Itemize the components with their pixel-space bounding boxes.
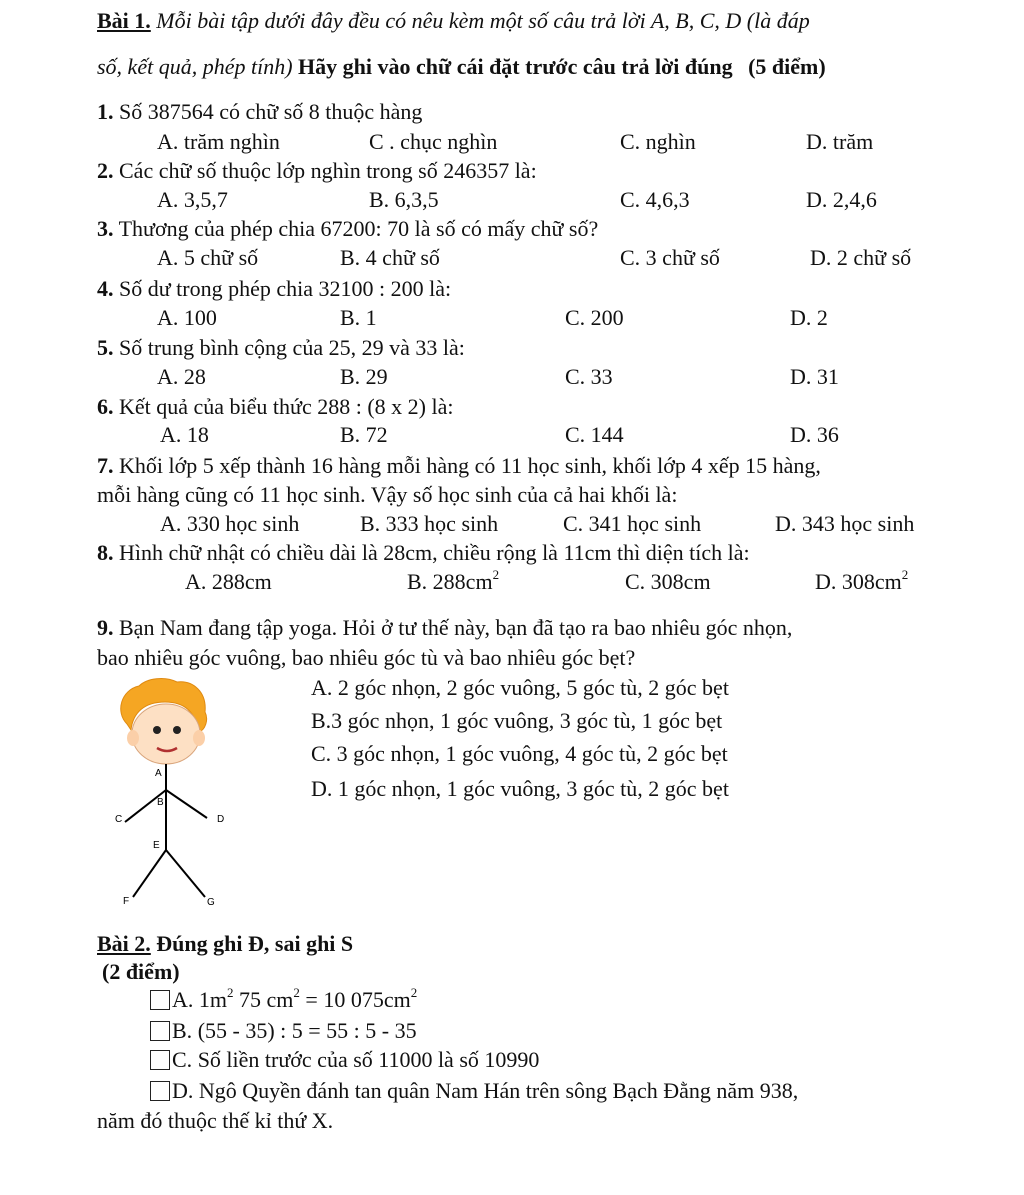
q3-option-a[interactable]: A. 5 chữ số — [157, 245, 259, 270]
q1-option-b[interactable]: C . chục nghìn — [369, 129, 498, 154]
question-number: 3. — [97, 216, 114, 241]
q1-option-c[interactable]: C. nghìn — [620, 129, 696, 154]
part2-heading: Bài 2. — [97, 931, 151, 956]
part2-points: (2 điểm) — [102, 959, 180, 984]
checkbox-a[interactable] — [150, 990, 170, 1010]
question-1 — [97, 99, 422, 125]
question-text: Kết quả của biểu thức 288 : (8 x 2) là: — [119, 394, 454, 419]
q3-option-b[interactable]: B. 4 chữ số — [340, 245, 440, 270]
label-a: A — [155, 768, 162, 779]
q7-option-c[interactable]: C. 341 học sinh — [563, 511, 702, 536]
question-number: 2. — [97, 158, 114, 183]
part2-item-d: D. Ngô Quyền đánh tan quân Nam Hán trên sông Bạch Đằng năm 938, — [172, 1078, 799, 1103]
q2-option-a[interactable]: A. 3,5,7 — [157, 187, 228, 212]
q7-option-b[interactable]: B. 333 học sinh — [360, 511, 499, 536]
q5-option-d[interactable]: D. 31 — [790, 364, 839, 389]
q4-option-b[interactable]: B. 1 — [340, 305, 377, 330]
part2-item-b: B. (55 - 35) : 5 = 55 : 5 - 35 — [172, 1018, 417, 1043]
question-number: 7. — [97, 453, 114, 478]
q3-option-c[interactable]: C. 3 chữ số — [620, 245, 720, 270]
q1-option-d[interactable]: D. trăm — [806, 129, 874, 154]
q1-option-a[interactable]: A. trăm nghìn — [157, 129, 280, 154]
q5-option-b[interactable]: B. 29 — [340, 364, 388, 389]
part1-intro-line1 — [97, 8, 810, 34]
q9-option-d[interactable]: D. 1 góc nhọn, 1 góc vuông, 3 góc tù, 2 góc bẹt — [311, 776, 729, 801]
question-number: 5. — [97, 335, 114, 360]
label-b: B — [157, 797, 164, 808]
q2-option-b[interactable]: B. 6,3,5 — [369, 187, 439, 212]
label-f: F — [123, 896, 130, 907]
left-eye — [153, 726, 161, 734]
q9-option-c[interactable]: C. 3 góc nhọn, 1 góc vuông, 4 góc tù, 2 góc bẹt — [311, 741, 728, 766]
q5-option-a[interactable]: A. 28 — [157, 364, 206, 389]
yoga-figure — [95, 672, 285, 917]
checkbox-b[interactable] — [150, 1021, 170, 1041]
question-6 — [97, 394, 454, 420]
q7-option-d[interactable]: D. 343 học sinh — [775, 511, 915, 536]
question-8 — [97, 540, 750, 566]
question-number: 1. — [97, 99, 114, 124]
q4-option-d[interactable]: D. 2 — [790, 305, 828, 330]
part1-intro-italic2: số, kết quả, phép tính) — [97, 54, 293, 79]
right-eye — [173, 726, 181, 734]
q8-option-d[interactable]: D. $308cm^2$ — [815, 566, 909, 594]
question-4 — [97, 276, 451, 302]
q9-option-a[interactable]: A. 2 góc nhọn, 2 góc vuông, 5 góc tù, 2 góc bẹt — [311, 675, 729, 700]
question-2 — [97, 158, 537, 184]
part2-item-c: C. Số liền trước của số 11000 là số 10990 — [172, 1047, 540, 1072]
q4-option-c[interactable]: C. 200 — [565, 305, 624, 330]
part1-instruction: Hãy ghi vào chữ cái đặt trước câu trả lời đúng — [298, 54, 733, 79]
question-text: Thương của phép chia 67200: 70 là số có mấy chữ số? — [118, 216, 599, 241]
q4-option-a[interactable]: A. 100 — [157, 305, 217, 330]
question-text: Hình chữ nhật có chiều dài là 28cm, chiều rộng là 11cm thì diện tích là: — [119, 540, 750, 565]
question-9-cont: bao nhiêu góc vuông, bao nhiêu góc tù và bao nhiêu góc bẹt? — [97, 645, 636, 670]
question-text: Số 387564 có chữ số 8 thuộc hàng — [119, 99, 423, 124]
question-number: 6. — [97, 394, 114, 419]
question-3 — [97, 216, 598, 242]
question-text: Bạn Nam đang tập yoga. Hỏi ở tư thế này, bạn đã tạo ra bao nhiêu góc nhọn, — [119, 615, 793, 640]
q2-option-d[interactable]: D. 2,4,6 — [806, 187, 877, 212]
q7-option-a[interactable]: A. 330 học sinh — [160, 511, 300, 536]
face-shape — [132, 704, 200, 764]
part2-item-d-cont: năm đó thuộc thế kỉ thứ X. — [97, 1108, 334, 1133]
part2-heading-line — [97, 931, 353, 957]
question-text: Số trung bình cộng của 25, 29 và 33 là: — [119, 335, 465, 360]
checkbox-c[interactable] — [150, 1050, 170, 1070]
label-c: C — [115, 814, 123, 825]
question-number: 9. — [97, 615, 114, 640]
q8-option-c[interactable]: C. 308cm — [625, 569, 711, 594]
q8-option-a[interactable]: A. 288cm — [185, 569, 272, 594]
q6-option-c[interactable]: C. 144 — [565, 422, 624, 447]
part2-title: Đúng ghi Đ, sai ghi S — [156, 931, 354, 956]
q6-option-a[interactable]: A. 18 — [160, 422, 209, 447]
q8-option-b[interactable]: B. $288cm^2$ — [407, 566, 500, 594]
question-5 — [97, 335, 465, 361]
part2-item-a: A. $1m^2$ 75 $cm^2 = 10$ $075cm^2$ — [172, 984, 418, 1012]
question-text: Các chữ số thuộc lớp nghìn trong số 246357 là: — [119, 158, 537, 183]
q3-option-d[interactable]: D. 2 chữ số — [810, 245, 912, 270]
part1-intro-line2 — [97, 54, 826, 80]
label-e: E — [153, 840, 160, 851]
part1-points: (5 điểm) — [748, 54, 826, 79]
q6-option-d[interactable]: D. 36 — [790, 422, 839, 447]
question-text: Số dư trong phép chia 32100 : 200 là: — [119, 276, 452, 301]
question-7 — [97, 453, 821, 479]
q9-option-b[interactable]: B.3 góc nhọn, 1 góc vuông, 3 góc tù, 1 góc bẹt — [311, 708, 723, 733]
q6-option-b[interactable]: B. 72 — [340, 422, 388, 447]
label-d: D — [217, 814, 225, 825]
part1-heading: Bài 1. — [97, 8, 151, 33]
q5-option-c[interactable]: C. 33 — [565, 364, 613, 389]
question-number: 8. — [97, 540, 114, 565]
part1-intro-italic: Mỗi bài tập dưới đây đều có nêu kèm một số câu trả lời A, B, C, D (là đáp — [156, 8, 810, 33]
q2-option-c[interactable]: C. 4,6,3 — [620, 187, 690, 212]
label-g: G — [207, 897, 215, 908]
question-9 — [97, 615, 792, 641]
question-7-cont: mỗi hàng cũng có 11 học sinh. Vậy số học sinh của cả hai khối là: — [97, 482, 678, 507]
question-number: 4. — [97, 276, 114, 301]
checkbox-d[interactable] — [150, 1081, 170, 1101]
question-text: Khối lớp 5 xếp thành 16 hàng mỗi hàng có 11 học sinh, khối lớp 4 xếp 15 hàng, — [119, 453, 821, 478]
